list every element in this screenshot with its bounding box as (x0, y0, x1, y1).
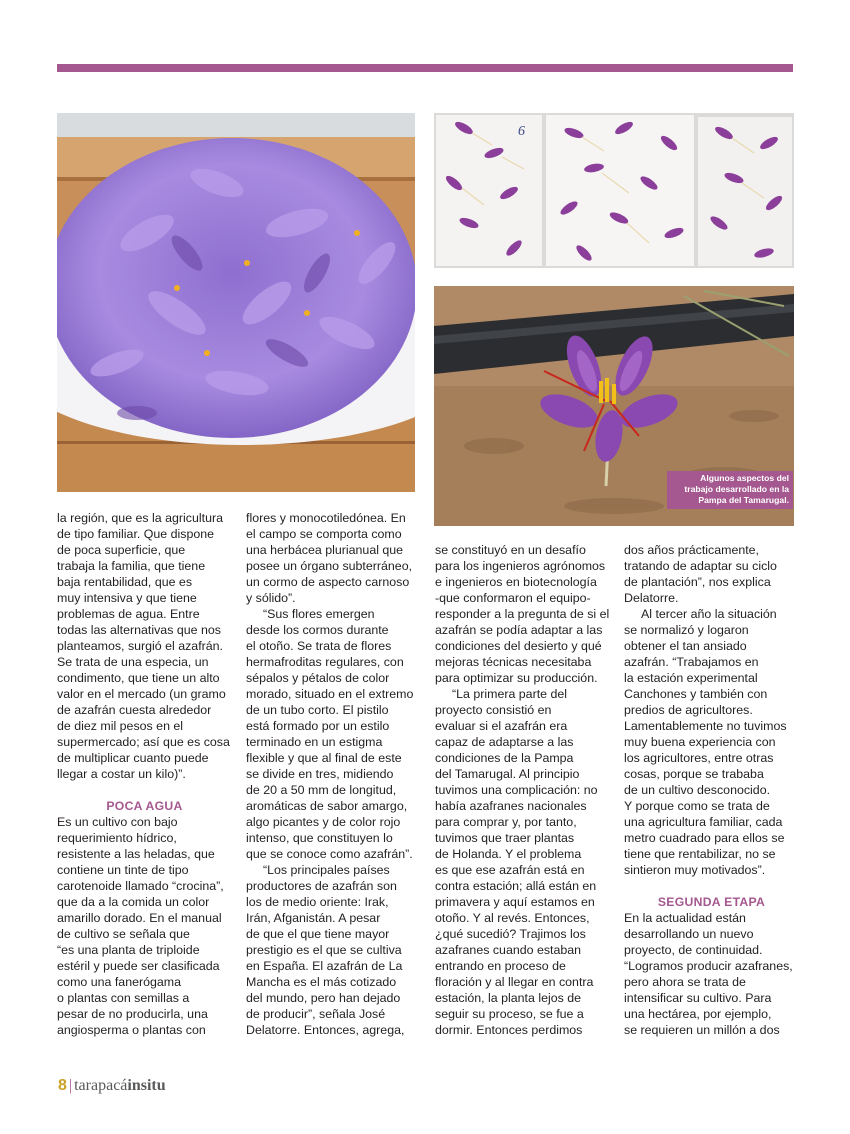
col3-paragraph-2: “La primera parte del proyecto consistió en evaluar si el azafrán era capaz de adaptarse a las condiciones de la Pampa del Tamarugal. Al principio tuvimos una complicación: no había azafranes nacionales para comprar y, por tanto, tuvimos que traer plantas de Holanda. Y el problema es que ese azafrán está en contra estación; allá están en primavera y aquí estamos en otoño. Y al revés. Entonces, ¿qué sucedió? Trajimos los azafranes cuando estaban entrando en proceso de floración y al llegar en contra estación, la planta lejos de seguir su proceso, se fue a dormir. Entonces perdimos (435, 687, 598, 1037)
page-number: 8 (58, 1077, 67, 1094)
text-column-4 (624, 542, 799, 1038)
section-heading-poca-agua: POCA AGUA (106, 799, 183, 813)
footer-divider: | (68, 1077, 73, 1094)
col4-paragraph-2: Al tercer año la situación se normalizó y logaron obtener el tan ansiado azafrán. “Trabajamos en la estación experimental Canchones y también con predios de agricultores. Lamentablemente no tuvimos muy buena experiencia con los agricultores, entre otras cosas, porque se trababa de un cultivo desconocido. Y porque como se trata de una agricultura familiar, cada metro cuadrado para ellos se tiene que rentabilizar, no se sintieron muy motivados”. (624, 607, 787, 877)
text-column-2 (246, 510, 421, 1038)
photo-saffron-plate (57, 113, 415, 492)
col2-paragraph-3: “Los principales países productores de azafrán son los de medio oriente: Irak, Irán, Afganistán. A pesar de que el que tiene mayor prestigio es el que se cultiva en España. El azafrán de La Mancha es el más cotizado del mundo, pero han dejado de producir”, señala José Delatorre. Entonces, agrega, (246, 863, 405, 1037)
col3-paragraph-1: se constituyó en un desafío para los ingenieros agrónomos e ingenieros en biotecnología -que conformaron el equipo- responder a la pregunta de si el azafrán se podía adaptar a las condiciones del desierto y qué mejoras técnicas necesitaba para optimizar su producción. (435, 543, 610, 685)
top-accent-bar (57, 64, 793, 72)
col1-paragraph-1: la región, que es la agricultura de tipo familiar. Que dispone de poca superficie, que trabaja la familia, que tiene baja rentabilidad, que es muy intensiva y que tiene problemas de agua. Entre todas las alternativas que nos planteamos, surgió el azafrán. Se trata de una especia, un condimento, que tiene un alto valor en el mercado (un gramo de azafrán cuesta alrededor de diez mil pesos en el supermercado; así que es cosa de multiplicar cuanto puede llegar a costar un kilo)”. (57, 511, 230, 781)
col4-paragraph-1: dos años prácticamente, tratando de adaptar su ciclo de plantación”, nos explica Delatorre. (624, 543, 777, 605)
saffron-plate-image (57, 113, 415, 492)
photo-caption-text: Algunos aspectos del trabajo desarrollado en la Pampa del Tamarugal. (684, 473, 789, 505)
photo-label-number: 6 (518, 124, 525, 139)
photo-caption (667, 471, 793, 509)
photo-saffron-drying (434, 113, 794, 268)
brand-name-regular: tarapacá (74, 1077, 128, 1094)
col1-paragraph-2: Es un cultivo con bajo requerimiento hídrico, resistente a las heladas, que contiene un tinte de tipo carotenoide llamado “crocina”, que da a la comida un color amarillo dorado. En el manual de cultivo se señala que “es una planta de triploide estéril y puede ser clasificada como una fanerógama o plantas con semillas a pesar de no producirla, una angiosperma o plantas con (57, 815, 224, 1037)
text-column-3 (435, 542, 610, 1038)
text-column-1 (57, 510, 232, 1038)
saffron-drying-image (434, 113, 794, 268)
section-heading-segunda-etapa: SEGUNDA ETAPA (657, 895, 766, 909)
col2-paragraph-1: flores y monocotiledónea. En el campo se comporta como una herbácea plurianual que posee un órgano subterráneo, un cormo de aspecto carnoso y sólido”. (246, 511, 413, 605)
page-footer (58, 1077, 166, 1095)
col2-paragraph-2: “Sus flores emergen desde los cormos durante el otoño. Se trata de flores hermafroditas regulares, con sépalos y pétalos de color morado, situado en el extremo de un tubo corto. El pistilo está formado por un estilo terminado en un estigma flexible y que al final de este se divide en tres, midiendo de 20 a 50 mm de longitud, aromáticas de sabor amargo, algo picantes y de color rojo intenso, que constituyen lo que se conoce como azafrán”. (246, 607, 414, 861)
brand-name-bold: insitu (127, 1077, 166, 1094)
col4-paragraph-3: En la actualidad están desarrollando un nuevo proyecto, de continuidad. “Logramos producir azafranes, pero ahora se trata de intensificar su cultivo. Para una hectárea, por ejemplo, se requieren un millón a dos (624, 911, 793, 1037)
